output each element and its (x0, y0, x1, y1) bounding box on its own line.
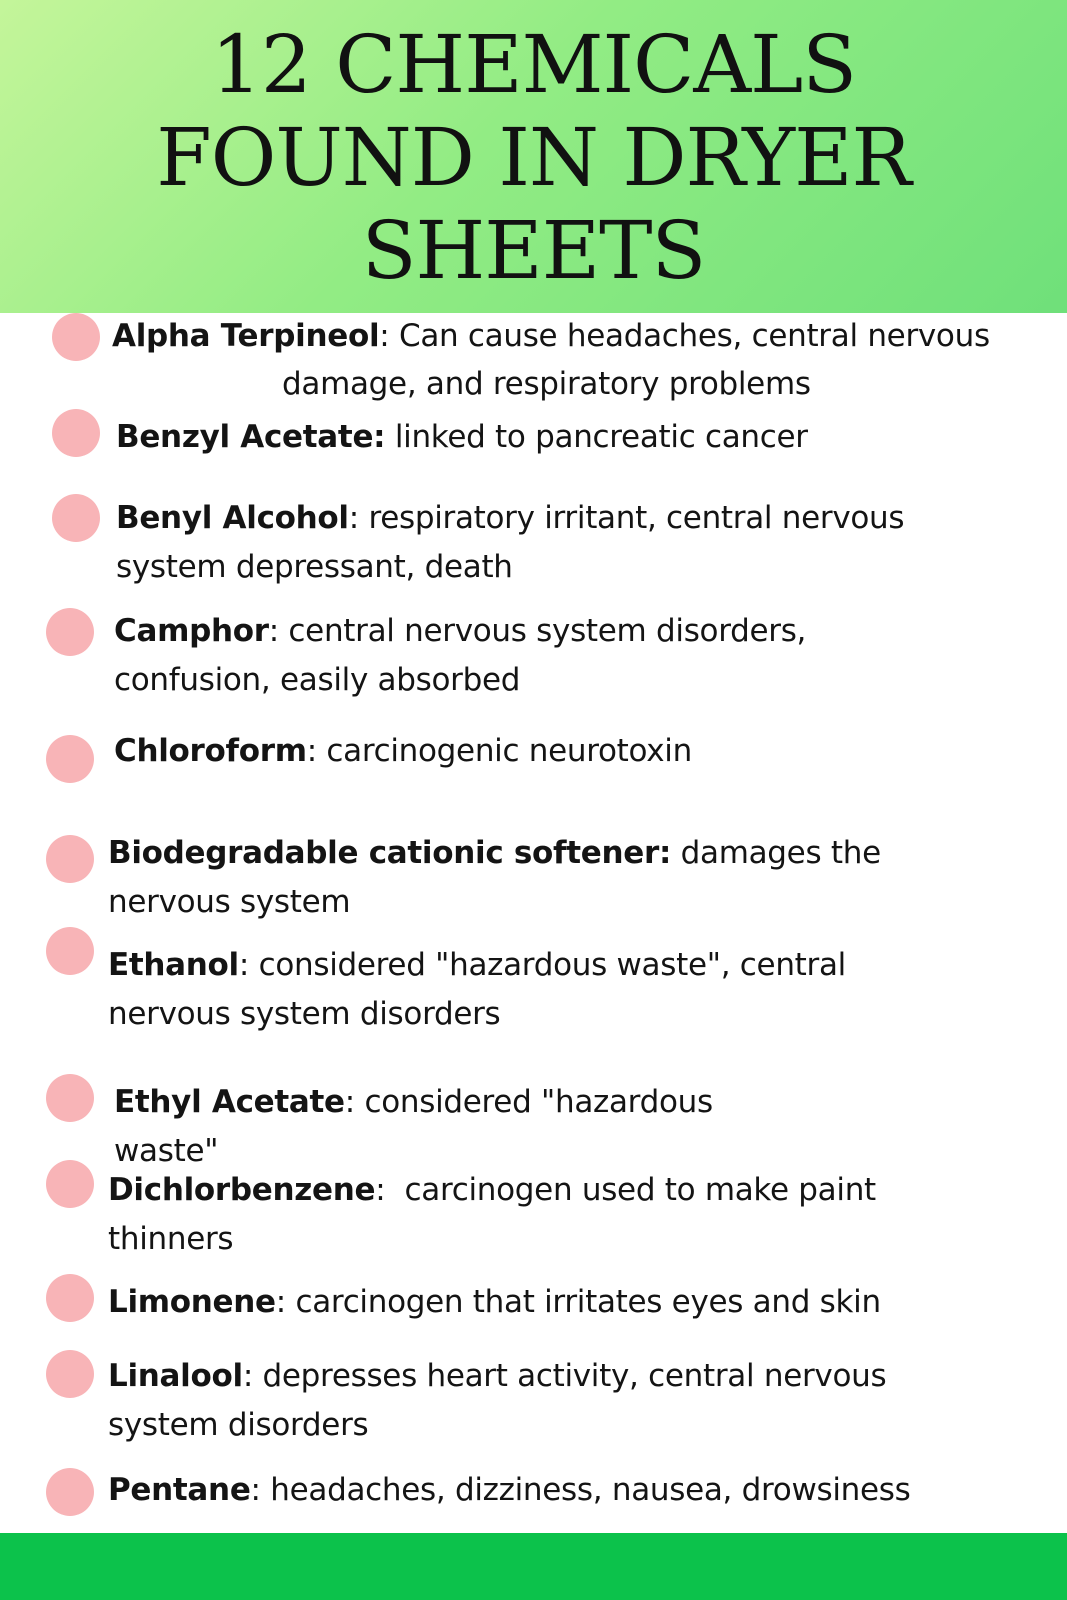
chemical-effects-continued: thinners (108, 1221, 234, 1257)
chemical-name: Pentane (108, 1472, 251, 1508)
bullet-dot (46, 608, 94, 656)
separator: : (238, 947, 259, 983)
separator: : (268, 613, 289, 649)
chemical-effects: central nervous system disorders, (288, 613, 807, 649)
bullet-dot (46, 1160, 94, 1208)
chemical-effects: depresses heart activity, central nervous (262, 1358, 887, 1394)
separator (671, 835, 681, 871)
chemical-effects: Can cause headaches, central nervous (398, 318, 990, 354)
separator: : (379, 318, 399, 354)
page-title (0, 18, 1067, 297)
chemical-effects: carcinogen that irritates eyes and skin (295, 1284, 881, 1320)
chemical-effects: linked to pancreatic cancer (394, 419, 808, 455)
bullet-dot (52, 494, 100, 542)
chemical-name: Dichlorbenzene (108, 1172, 376, 1208)
separator (385, 419, 395, 455)
chemical-name: Benyl Alcohol (116, 500, 349, 536)
separator: : (344, 1084, 365, 1120)
chemical-effects-continued: system disorders (108, 1407, 369, 1443)
chemical-name: Linalool (108, 1358, 243, 1394)
chemical-effects-continued: waste" (114, 1133, 219, 1169)
chemical-name: Ethyl Acetate (114, 1084, 345, 1120)
chemical-effects-continued: nervous system (108, 884, 351, 920)
bullet-dot (46, 1074, 94, 1122)
separator: : (375, 1172, 405, 1208)
separator: : (275, 1284, 296, 1320)
title-line-1: 12 CHEMICALS (210, 18, 857, 111)
chemical-effects-continued: nervous system disorders (108, 996, 501, 1032)
bullet-dot (52, 313, 100, 361)
chemical-name: Biodegradable cationic softener: (108, 835, 672, 871)
chemical-effects: carcinogenic neurotoxin (326, 733, 692, 769)
chemical-name: Chloroform (114, 733, 307, 769)
chemical-effects: carcinogen used to make paint (404, 1172, 876, 1208)
chemical-effects: damages the (680, 835, 881, 871)
chemical-name: Ethanol (108, 947, 239, 983)
title-line-2: FOUND IN DRYER (156, 111, 911, 204)
chemical-effects: respiratory irritant, central nervous (368, 500, 905, 536)
separator: : (306, 733, 327, 769)
bullet-dot (46, 1468, 94, 1516)
chemical-name: Limonene (108, 1284, 276, 1320)
chemical-effects-continued: confusion, easily absorbed (114, 662, 521, 698)
chemical-effects: considered "hazardous waste", central (258, 947, 846, 983)
separator: : (250, 1472, 271, 1508)
title-line-3: SHEETS (361, 204, 706, 297)
bullet-dot (46, 927, 94, 975)
chemical-name: Benzyl Acetate: (116, 419, 386, 455)
bullet-dot (46, 735, 94, 783)
bullet-dot (46, 1274, 94, 1322)
chemical-name: Camphor (114, 613, 269, 649)
header-banner (0, 0, 1067, 313)
separator: : (348, 500, 369, 536)
footer-bar (0, 1533, 1067, 1600)
bullet-dot (46, 835, 94, 883)
chemical-effects-continued: system depressant, death (116, 549, 513, 585)
separator: : (242, 1358, 263, 1394)
chemical-effects: headaches, dizziness, nausea, drowsiness (270, 1472, 911, 1508)
chemical-name: Alpha Terpineol (112, 318, 380, 354)
bullet-dot (46, 1350, 94, 1398)
chemical-effects-continued: damage, and respiratory problems (282, 366, 811, 402)
bullet-dot (52, 409, 100, 457)
chemical-effects: considered "hazardous (364, 1084, 713, 1120)
